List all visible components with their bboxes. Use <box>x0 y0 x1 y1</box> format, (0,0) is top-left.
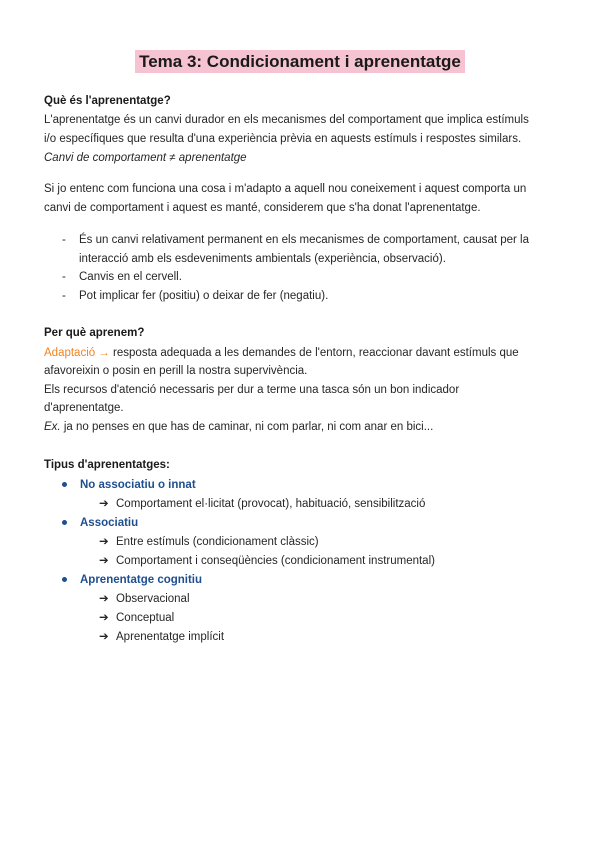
bullet-dot-icon <box>62 482 67 487</box>
heading-why-learn: Per què aprenem? <box>44 327 145 339</box>
adaptation-line-2: afavoreixin o posin en perill la nostra supervivència. <box>44 365 308 377</box>
example-text: ja no penses en que has de caminar, ni com parlar, ni com anar en bici... <box>60 421 434 433</box>
paragraph-line-1: Si jo entenc com funciona una cosa i m'adapto a aquell nou coneixement i aquest comporta un <box>44 183 527 195</box>
heading-what-is-learning: Què és l'aprenentatge? <box>44 95 171 107</box>
arrow-right-icon: ➔ <box>99 498 109 510</box>
arrow-right-icon: ➔ <box>99 593 109 605</box>
learning-subtype-text: Comportament i conseqüències (condicionament instrumental) <box>116 555 435 567</box>
adaptation-highlight: Adaptació → <box>44 347 110 359</box>
adaptation-rest: resposta adequada a les demandes de l'entorn, reaccionar davant estímuls que <box>109 347 519 359</box>
italic-note: Canvi de comportament ≠ aprenentatge <box>44 152 247 164</box>
learning-subtype-text: Aprenentatge implícit <box>116 631 225 643</box>
learning-subtype-text: Entre estímuls (condicionament clàssic) <box>116 536 319 548</box>
learning-type-name: Aprenentatge cognitiu <box>80 574 203 586</box>
attention-line-2: d'aprenentatge. <box>44 402 124 414</box>
heading-learning-types: Tipus d'aprenentatges: <box>44 459 170 471</box>
arrow-right-icon: ➔ <box>99 536 109 548</box>
list-item-text: Pot implicar fer (positiu) o deixar de fer (negatiu). <box>79 290 329 302</box>
dash-marker: - <box>62 290 66 302</box>
example-label: Ex. <box>44 421 61 433</box>
list-item-continuation: interacció amb els esdeveniments ambientals (experiència, observació). <box>79 253 446 265</box>
page-title: Tema 3: Condicionament i aprenentatge <box>135 50 465 73</box>
arrow-right-icon: ➔ <box>99 631 109 643</box>
learning-subtype-text: Comportament el·licitat (provocat), habituació, sensibilització <box>116 498 426 510</box>
arrow-right-icon: ➔ <box>99 612 109 624</box>
learning-type-name: No associatiu o innat <box>80 479 196 491</box>
dash-marker: - <box>62 271 66 283</box>
dash-marker: - <box>62 234 66 246</box>
learning-subtype-text: Conceptual <box>116 612 175 624</box>
bullet-dot-icon <box>62 520 67 525</box>
learning-subtype-text: Observacional <box>116 593 190 605</box>
example-line <box>44 420 433 434</box>
arrow-right-icon: ➔ <box>99 555 109 567</box>
paragraph-line-2: canvi de comportament i aquest es manté, considerem que s'ha donat l'aprenentatge. <box>44 202 481 214</box>
definition-line-1: L'aprenentatge és un canvi durador en els mecanismes del comportament que implica estímuls <box>44 114 529 126</box>
attention-line-1: Els recursos d'atenció necessaris per dur a terme una tasca són un bon indicador <box>44 384 460 396</box>
learning-type-name: Associatiu <box>80 517 139 529</box>
definition-line-2: i/o específiques que resulta d'una experiència prèvia en aquests estímuls i respostes similars. <box>44 133 522 145</box>
list-item-text: Canvis en el cervell. <box>79 271 182 283</box>
list-item-text: És un canvi relativament permanent en els mecanismes de comportament, causat per la <box>79 234 529 246</box>
bullet-dot-icon <box>62 577 67 582</box>
adaptation-line-1 <box>44 346 519 360</box>
